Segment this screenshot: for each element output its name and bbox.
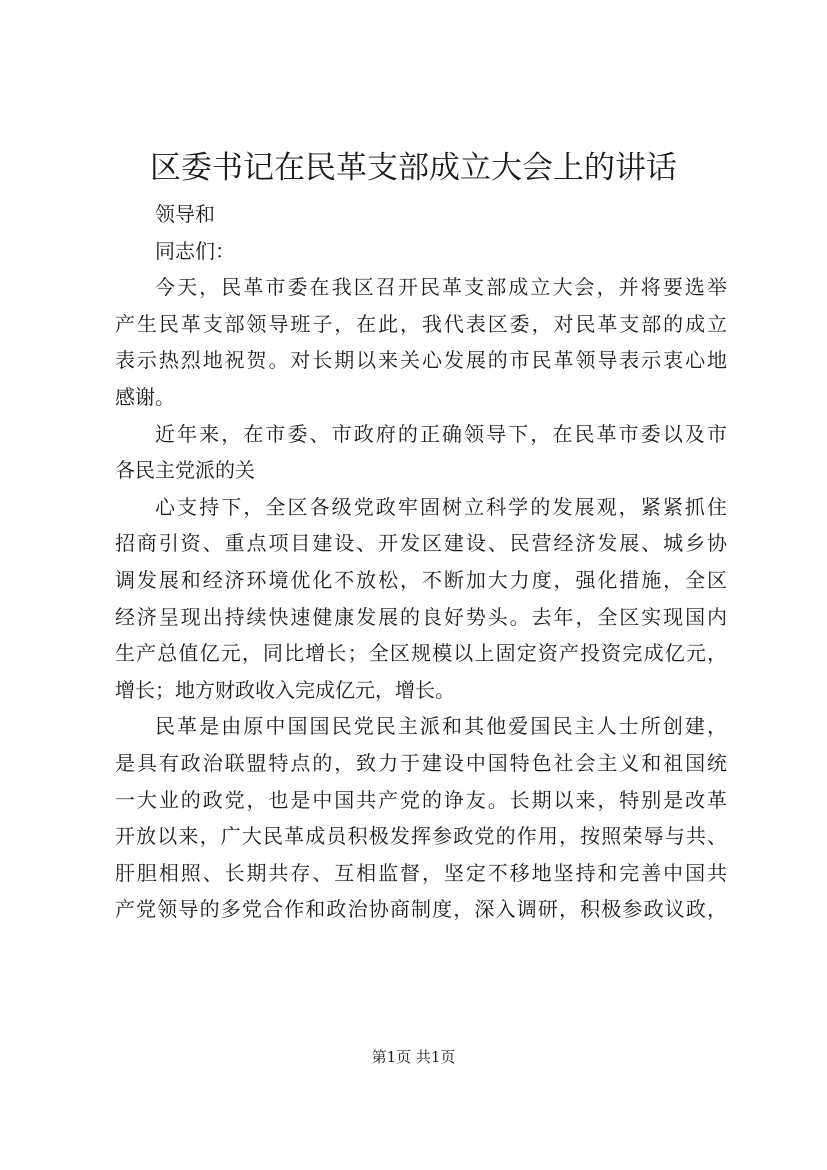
body-line: 增长；地方财政收入完成亿元，增长。 — [115, 677, 455, 702]
body-line: 是具有政治联盟特点的，致力于建设中国特色社会主义和祖国统 — [115, 750, 727, 775]
body-line: 一大业的政党，也是中国共产党的诤友。长期以来，特别是改革 — [115, 787, 727, 812]
page-footer: 第1页 共1页 — [371, 1048, 456, 1066]
document-title: 区委书记在民革支部成立大会上的讲话 — [150, 150, 677, 186]
document-body — [115, 196, 727, 928]
body-line-salutation-1: 领导和 — [155, 202, 215, 226]
body-line: 招商引资、重点项目建设、开发区建设、民营经济发展、城乡协 — [115, 531, 727, 556]
body-line: 各民主党派的关 — [115, 458, 255, 483]
body-line: 经济呈现出持续快速健康发展的良好势头。去年，全区实现国内 — [115, 604, 727, 629]
body-line-salutation-2: 同志们： — [155, 238, 235, 263]
body-line: 心支持下，全区各级党政牢固树立科学的发展观，紧紧抓住 — [155, 494, 727, 519]
body-line: 感谢。 — [115, 384, 175, 409]
body-line: 产生民革支部领导班子，在此，我代表区委，对民革支部的成立 — [115, 311, 727, 336]
body-line: 今天，民革市委在我区召开民革支部成立大会，并将要选举 — [155, 275, 727, 300]
body-line: 产党领导的多党合作和政治协商制度，深入调研，积极参政议政， — [115, 897, 727, 922]
body-line: 生产总值亿元，同比增长；全区规模以上固定资产投资完成亿元， — [115, 641, 727, 666]
body-line: 肝胆相照、长期共存、互相监督，坚定不移地坚持和完善中国共 — [115, 860, 727, 885]
body-line: 民革是由原中国国民党民主派和其他爱国民主人士所创建， — [155, 714, 727, 739]
body-line: 调发展和经济环境优化不放松，不断加大力度，强化措施，全区 — [115, 567, 727, 592]
body-line: 表示热烈地祝贺。对长期以来关心发展的市民革领导表示衷心地 — [115, 348, 727, 373]
body-line: 开放以来，广大民革成员积极发挥参政党的作用，按照荣辱与共、 — [115, 824, 727, 849]
body-line: 近年来，在市委、市政府的正确领导下，在民革市委以及市 — [155, 421, 727, 446]
